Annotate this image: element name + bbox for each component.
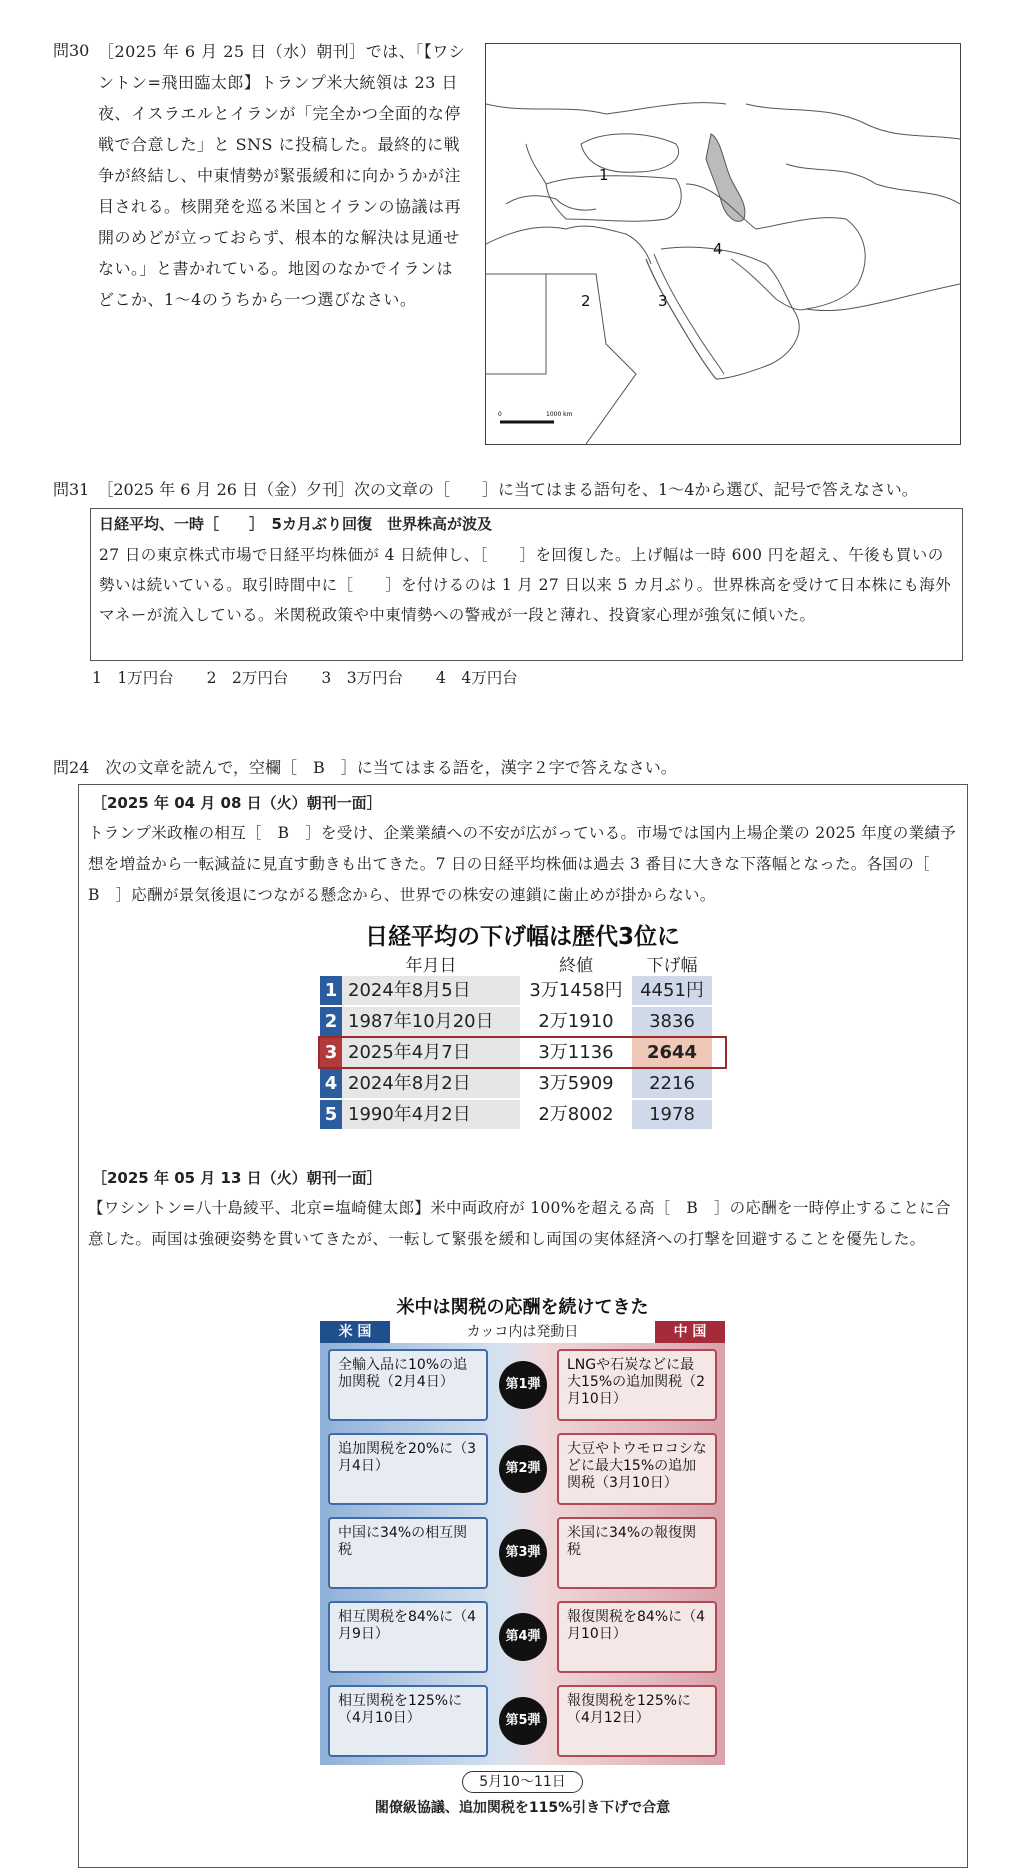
question-31-options — [92, 666, 546, 688]
table-cell-date: 1987年10月20日 — [342, 1007, 520, 1036]
table-cell-close: 2万8002 — [520, 1100, 632, 1129]
table-cell-date: 1990年4月2日 — [342, 1100, 520, 1129]
tariff-stage — [320, 1427, 725, 1511]
article-1-body: トランプ米政権の相互［ B ］を受け、企業業績への不安が広がっている。市場では国内上場企業の 2025 年度の業績予想を増益から一転減益に見直す動きも出てきた。7 日の日経平均株価は過去 3 番目に大きな下落幅となった。各国の［ B ］応酬が景気後退につながる懸念から、世界での株安の連鎖に歯止めが掛からない。 — [88, 824, 956, 904]
tariff-stages — [320, 1343, 725, 1765]
table-cell-rank: 3 — [320, 1038, 342, 1067]
stage-badge: 第1弾 — [499, 1361, 547, 1409]
table-row — [320, 1007, 725, 1036]
option-2[interactable]: 2 2万円台 — [206, 669, 289, 687]
map-outline — [486, 44, 960, 444]
china-measure: 大豆やトウモロコシなどに最大15%の追加関税（3月10日） — [557, 1433, 717, 1505]
map-scale-zero: 0 — [498, 411, 502, 418]
table-body — [320, 976, 725, 1129]
stage-badge: 第4弾 — [499, 1613, 547, 1661]
map-label-2: 2 — [581, 292, 591, 310]
question-30-text: ［2025 年 6 月 25 日（水）朝刊］では、「【ワシントン=飛田臨太郎】トランプ米大統領は 23 日夜、イスラエルとイランが「完全かつ全面的な停戦で合意した」と SNS に投稿した。最終的に戦争が終結し、中東情勢が緊張緩和に向かうかが注目される。核開発を巡る米国とイランの協議は再開のめどが立っておらず、根本的な解決は見通せない。」と書かれている。地図のなかでイランはどこか、1～4のうちから一つ選びなさい。 — [98, 42, 466, 309]
table-cell-rank: 5 — [320, 1100, 342, 1129]
map-scale-bar — [498, 411, 573, 422]
map-scale-label: 1000 km — [546, 411, 573, 418]
tariff-stage — [320, 1679, 725, 1763]
stage-badge: 第5弾 — [499, 1697, 547, 1745]
tariff-subtitle: カッコ内は発動日 — [466, 1324, 579, 1340]
table-cell-drop: 1978 — [632, 1100, 712, 1129]
china-measure: 米国に34%の報復関税 — [557, 1517, 717, 1589]
agreement-date: 5月10～11日 — [462, 1771, 583, 1793]
china-measure: 報復関税を125%に（4月12日） — [557, 1685, 717, 1757]
table-cell-drop: 4451円 — [632, 976, 712, 1005]
table-header-close: 終値 — [559, 956, 593, 976]
question-24-heading: 問24 次の文章を読んで，空欄［ B ］に当てはまる語を，漢字２字で答えなさい。 — [53, 758, 677, 777]
table-header-date: 年月日 — [405, 956, 457, 976]
tariff-escalation-figure — [320, 1293, 725, 1853]
article-body: 27 日の東京株式市場で日経平均株価が 4 日続伸し、［ ］を回復した。上げ幅は一時 600 円を超え、午後も買いの勢いは続いている。取引時間中に［ ］を付けるのは 1 月 27 日以来 5 カ月ぶり。世界株高を受けて日本株にも海外マネーが流入している。米関税政策や中東情勢への警戒が一段と薄れ、投資家心理が強気に傾いた。 — [99, 546, 952, 624]
option-1[interactable]: 1 1万円台 — [92, 669, 174, 687]
table-cell-drop: 2216 — [632, 1069, 712, 1098]
tariff-title: 米中は関税の応酬を続けてきた — [396, 1297, 649, 1318]
table-cell-drop: 3836 — [632, 1007, 712, 1036]
china-label: 中 国 — [655, 1321, 725, 1343]
tariff-subheader — [320, 1321, 725, 1343]
us-measure: 全輸入品に10%の追加関税（2月4日） — [328, 1349, 488, 1421]
table-header-drop: 下げ幅 — [646, 956, 698, 976]
stage-badge: 第3弾 — [499, 1529, 547, 1577]
table-header-rank — [320, 951, 342, 976]
map-label-4: 4 — [713, 240, 723, 258]
china-measure: LNGや石炭などに最大15%の追加関税（2月10日） — [557, 1349, 717, 1421]
agreement-note: 閣僚級協議、追加関税を115%引き下げで合意 — [374, 1800, 671, 1816]
tariff-stage — [320, 1511, 725, 1595]
stage-badge: 第2弾 — [499, 1445, 547, 1493]
table-row — [320, 1038, 725, 1067]
table-row — [320, 976, 725, 1005]
us-measure: 中国に34%の相互関税 — [328, 1517, 488, 1589]
us-measure: 相互関税を125%に（4月10日） — [328, 1685, 488, 1757]
nikkei-drop-table — [320, 918, 725, 1128]
tariff-footer — [320, 1771, 725, 1817]
question-30-label: 問30 — [53, 41, 90, 60]
us-label: 米 国 — [320, 1321, 390, 1343]
table-cell-drop: 2644 — [632, 1038, 712, 1067]
option-4[interactable]: 4 4万円台 — [436, 669, 518, 687]
table-cell-close: 3万5909 — [520, 1069, 632, 1098]
us-measure: 相互関税を84%に（4月9日） — [328, 1601, 488, 1673]
table-cell-close: 3万1136 — [520, 1038, 632, 1067]
tariff-stage — [320, 1595, 725, 1679]
option-3[interactable]: 3 3万円台 — [321, 669, 404, 687]
table-cell-date: 2024年8月2日 — [342, 1069, 520, 1098]
table-cell-rank: 4 — [320, 1069, 342, 1098]
question-31-heading: 問31 ［2025 年 6 月 26 日（金）夕刊］次の文章の［ ］に当てはまる語句を、1～4から選び、記号で答えなさい。 — [53, 480, 918, 499]
table-cell-close: 3万1458円 — [520, 976, 632, 1005]
map-label-1: 1 — [599, 166, 609, 184]
table-header — [320, 951, 725, 976]
table-row — [320, 1069, 725, 1098]
article-headline: 日経平均、一時［ ］ 5カ月ぶり回復 世界株高が波及 — [99, 515, 492, 533]
question-31-article-box — [90, 508, 963, 661]
table-cell-date: 2025年4月7日 — [342, 1038, 520, 1067]
table-cell-date: 2024年8月5日 — [342, 976, 520, 1005]
table-cell-rank: 2 — [320, 1007, 342, 1036]
us-measure: 追加関税を20%に（3月4日） — [328, 1433, 488, 1505]
table-cell-rank: 1 — [320, 976, 342, 1005]
article-2-body: 【ワシントン=八十島綾平、北京=塩崎健太郎】米中両政府が 100%を超える高［ B ］の応酬を一時停止することに合意した。両国は強硬姿勢を貫いてきたが、一転して緊張を緩和し両国の実体経済への打撃を回避することを優先した。 — [88, 1199, 951, 1248]
table-cell-close: 2万1910 — [520, 1007, 632, 1036]
middle-east-map — [485, 43, 961, 445]
table-row — [320, 1100, 725, 1129]
article-2-dateline: ［2025 年 05 月 13 日（火）朝刊一面］ — [92, 1169, 382, 1187]
article-1-dateline: ［2025 年 04 月 08 日（火）朝刊一面］ — [92, 794, 382, 812]
map-label-3: 3 — [658, 292, 668, 310]
table-title: 日経平均の下げ幅は歴代3位に — [364, 924, 680, 950]
china-measure: 報復関税を84%に（4月10日） — [557, 1601, 717, 1673]
tariff-stage — [320, 1343, 725, 1427]
